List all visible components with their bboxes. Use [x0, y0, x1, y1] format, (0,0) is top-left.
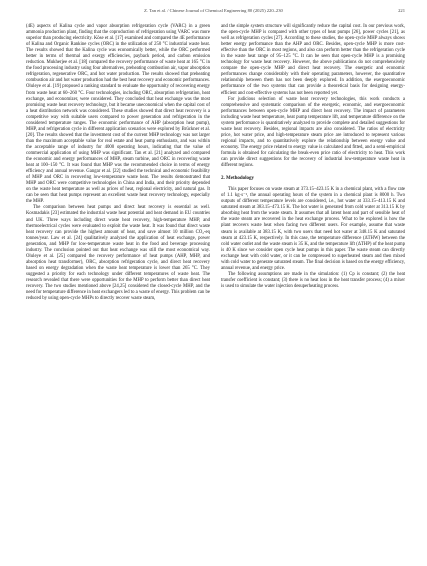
paragraph: The following assumptions are made in the simulation: (1) Cp is constant; (2) the heat transfer coefficient is constant; (3) there is no heat loss in the heat transfer process; (4) a mixer is used to simulate the water injection desuperheating process. — [221, 271, 405, 289]
paragraph: For judicious selection of waste heat recovery technologies, this work conducts a comprehensive and systematic comparison of the energetic, economic, and exergoeconomic performances between open-cycle MHP and direct heat recovery. The impact of parameters including waste heat temperature, heat pump temperature lift, and temperature difference on the system performance is quantitatively analyzed to provide complete and detailed suggestions for waste heat recovery. Besides, regional impacts are also considered. The ratios of electricity price, hot water price, and high-temperature steam price are introduced to represent various regional impacts, and to quantitatively explore the relationship between energy value and economy. The energy price related to energy value is calculated and fitted, and a semi-empirical formula is obtained for calculating the break-even price ratio of electricity to heat. This work can provide direct suggestions for the recovery of industrial low-temperature waste heat in different regions. — [221, 96, 405, 169]
section-heading: 2. Methodology — [221, 176, 255, 182]
left-column — [26, 24, 210, 302]
running-header — [22, 8, 405, 18]
paragraph: The comparison between heat pumps and direct heat recovery is essential as well. Kosmadakis [23] estimated the industrial waste heat potential and heat demand in EU countries and UK. Three ways including direct waste heat recovery, high-temperature MHP, and thermoelectrical cycles were evaluated to exploit the waste heat. It was found that direct waste heat recovery can provide the highest amount of heat, and save almost 10 million CO₂-eq tonnes/year. Law et al. [24] qualitatively analyzed the application of heat exchange, power generation, and MHP for low-temperature waste heat in the food and beverage processing industry. The conclusion pointed out that heat exchange was still the most economical way. Oluleye et al. [25] compared the recovery performance of heat pumps (AHP, MHP, and absorption heat transformer), ORC, absorption refrigeration cycle, and direct heat recovery based on energy degradation when the waste heat temperature is lower than 265 °C. They suggested a priority for each technology under different temperatures of waste heat. The research revealed that there were opportunities for the MHP to perform better than direct heat recovery. The two studies mentioned above [24,25] considered the closed-cycle MHP, and the need for temperature difference in heat exchangers led to a waste of energy. This problem can be reduced by using open-cycle MHPs to directly recover waste steam, — [26, 205, 210, 302]
paragraph: This paper focuses on waste steam at 373.15–423.15 K in a chemical plant, with a flow rate of 1.1 kg·s⁻¹, the annual operating hours of the system in a chemical plant is 8000 h. Two outputs of different temperature levels are considered, i.e., hot water at 333.15–413.15 K and saturated steam at 383.15–473.15 K. The hot water is generated from cold water at 313.15 K by absorbing heat from the waste steam. It assumes that all latent heat and part of sensible heat of the waste steam are recovered in the heat exchange process. What to be explored is how the plant recovers waste heat when facing two different users. For example, assume that waste steam is available at 383.15 K, with two users that need hot water at 348.15 K and saturated steam at 423.15 K, respectively. In this case, the temperature difference (ΔTHW) between the cold water outlet and the waste steam is 35 K, and the temperature lift (ΔTHP) of the heat pump is 40 K since we consider open cycle heat pumps in this paper. The waste steam can directly exchange heat with cold water, or it can be compressed to superheated steam and then mixed with cold water to generate saturated steam. The final decision is based on the energy efficiency, annual revenue, and energy price. — [221, 187, 405, 271]
running-title: Z. Tan et al. / Chinese Journal of Chemical Engineering 80 (2025) 220–230 — [144, 8, 283, 13]
right-column — [221, 24, 405, 290]
paragraph: (4E) aspects of Kalina cycle and vapor absorption refrigeration cycle (VARC) in a green ammonia production plant, finding that the coproduction of refrigeration using VARC was more superior than producing electricity. Köse et al. [17] examined and compared the 4E performance of Kalina and Organic Rankine cycles (ORC) in the utilization of 250 °C industrial waste heat. The results showed that the Kalina cycle was economically better, while the ORC performed better in terms of thermal and exergy efficiencies, payback period, and carbon emission reduction. Mukherjee et al. [18] compared the recovery performance of waste heat at 165 °C in the food processing industry using four alternatives, preheating combustion air, vapor absorption refrigeration, regenerative ORC, and hot water production. The results showed that preheating combustion air and hot water production had the best heat recovery and economic performances. Oluleye et al. [19] proposed a ranking standard to evaluate the opportunity of recovering energy from waste heat at 60–260 °C. Four technologies, including ORC, absorption refrigeration, heat exchange, and economizer, were considered. They concluded that heat exchange was the most promising waste heat recovery technology, but it became uneconomical when the capital cost of a heat distribution network was considered. These studies showed that direct heat recovery is a competitive way with suitable users compared to power generation and refrigeration in the considered temperature ranges. The economic performance of AHP (absorption heat pump), MHP, and refrigeration cycle in different application scenarios were explored by Brückner et al. [20]. The results showed that the investment cost of the current MHP technology was not larger than the maximum acceptable value for real estate and heat pump enthusiasts, and was within the acceptable range of industry for 4000 operating hours, indicating that the value of commercial application of using MHP was significant. Tan et al. [21] analyzed and compared the economic and energy performances of MHP, steam turbine, and ORC in recovering waste heat at 100–150 °C. It was found that MHP was the recommended choice in terms of energy efficiency and annual revenue. Gangar et al. [22] studied the technical and economic feasibility of MHP and ORC in recovering low-temperature waste heat. The results demonstrated that MHP and ORC were competitive technologies in China and India, and their priority depended on the waste heat temperature as well as prices of heat, regional electricity, and natural gas. It can be seen that heat pumps represent an excellent waste heat recovery technology, especially the MHP. — [26, 24, 210, 205]
paragraph: and the simple system structure will significantly reduce the capital cost. In our previous work, the open-cycle MHP is compared with other types of heat pumps [26], power cycles [21], as well as refrigeration cycles [27]. According to these studies, the open-cycle MHP always shows better energy performance than the AHP and ORC. Besides, open-cycle MHP is more cost-effective than the ORC in most regions, and also can perform better than the refrigeration cycle in the waste heat range of 95–125 °C. It can be seen that open-cycle MHP is a promising technology for waste heat recovery. However, the above publications do not comprehensively compare the open-cycle MHP and direct heat recovery. The energetic and economic performances change considerably with their operating parameters, however, the quantitative relationship between them has not been deeply explored. In addition, the exergoeconomic performance of the two systems that can provide a theoretical basis for designing energy-efficient and cost-effective systems has not been reported yet. — [221, 24, 405, 96]
page-number: 221 — [398, 8, 405, 13]
